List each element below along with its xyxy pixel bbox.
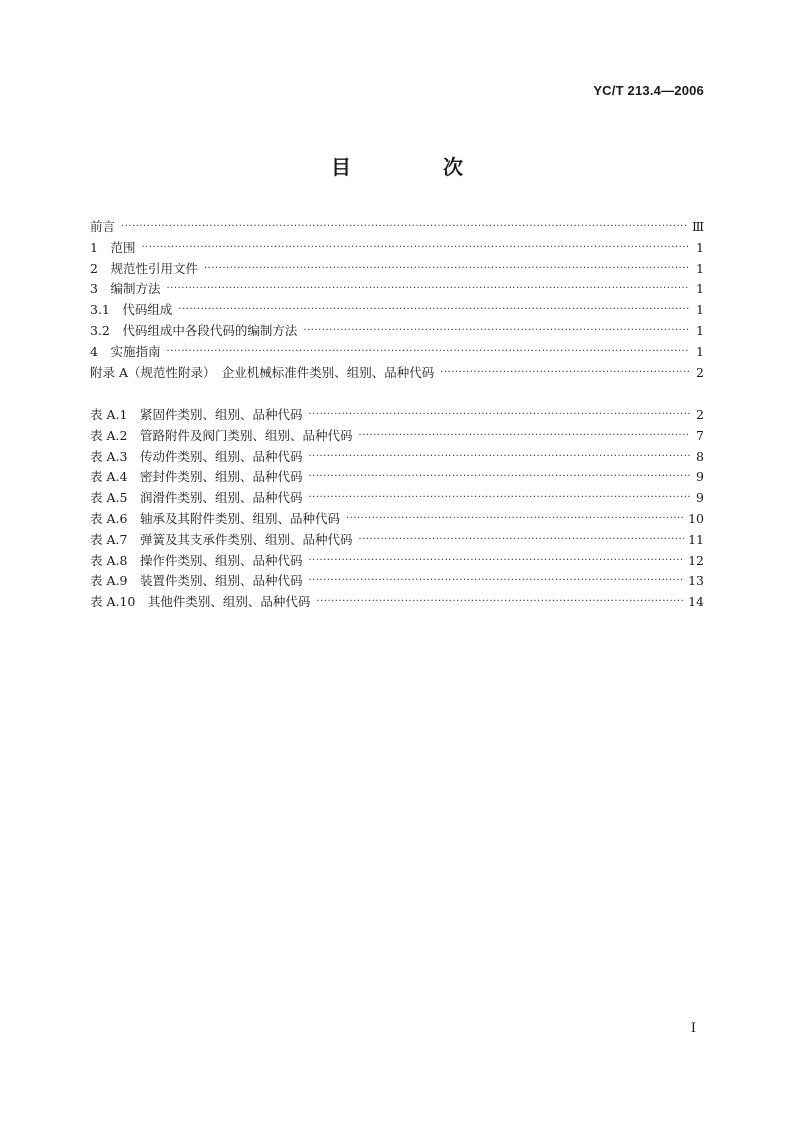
toc-entry-label — [90, 342, 160, 363]
dot-leader — [308, 488, 690, 509]
table-entry-title: 装置件类别、组别、品种代码 — [139, 573, 303, 589]
table-list — [90, 405, 704, 613]
table-entry-number: 表 A.8 — [90, 552, 128, 568]
table-entry-title: 轴承及其附件类别、组别、品种代码 — [139, 510, 340, 526]
dot-leader — [204, 259, 690, 280]
toc-entry-title: 编制方法 — [110, 281, 161, 297]
toc-entry-label — [90, 321, 297, 342]
toc-entry[interactable] — [90, 238, 704, 259]
toc-entry-number: 3.1 — [90, 302, 110, 318]
toc-entry-number: 1 — [90, 239, 98, 255]
table-entry-label — [90, 592, 310, 613]
table-entry[interactable] — [90, 488, 704, 509]
dot-leader — [308, 571, 684, 592]
table-entry-label — [90, 509, 340, 530]
dot-leader — [308, 447, 690, 468]
table-entry-number: 表 A.10 — [90, 594, 136, 610]
dot-leader — [316, 592, 684, 613]
toc-entry-label — [90, 279, 160, 300]
toc-entry-label — [90, 217, 115, 238]
table-entry-page: 12 — [688, 552, 704, 568]
dot-leader — [308, 467, 690, 488]
table-entry-number: 表 A.4 — [90, 469, 128, 485]
toc-entry-title: 前言 — [90, 219, 116, 234]
toc-entry[interactable] — [90, 259, 704, 280]
toc-entry-page: 1 — [696, 281, 704, 297]
table-entry-label — [90, 551, 302, 572]
table-entry-title: 紧固件类别、组别、品种代码 — [139, 407, 303, 422]
toc-entry-page: Ⅲ — [691, 219, 704, 234]
toc-entry[interactable] — [90, 342, 704, 363]
table-entry-number: 表 A.1 — [90, 407, 128, 422]
toc-entry[interactable] — [90, 279, 704, 300]
table-entry-page: 13 — [688, 573, 704, 589]
toc-entry-label — [90, 300, 172, 321]
toc-entry-page: 2 — [696, 364, 704, 380]
table-entry-number: 表 A.2 — [90, 427, 128, 443]
page-title: 目 次 — [331, 155, 499, 179]
dot-leader — [358, 426, 690, 447]
dot-leader — [141, 238, 690, 259]
toc-entry-number: 4 — [90, 343, 98, 359]
page-number: Ⅰ — [690, 1021, 696, 1036]
dot-leader — [440, 363, 690, 384]
dot-leader — [121, 217, 688, 238]
table-entry-number: 表 A.3 — [90, 448, 128, 464]
table-entry-label — [90, 447, 302, 468]
dot-leader — [308, 405, 690, 426]
table-entry-title: 传动件类别、组别、品种代码 — [139, 448, 303, 464]
table-entry[interactable] — [90, 530, 704, 551]
table-entry[interactable] — [90, 426, 704, 447]
toc-list — [90, 217, 704, 383]
table-entry-page: 2 — [696, 407, 704, 422]
dot-leader — [166, 342, 690, 363]
table-entry-number: 表 A.7 — [90, 531, 128, 547]
table-entry-number: 表 A.6 — [90, 510, 128, 526]
table-entry-page: 10 — [688, 510, 704, 526]
table-entry-number: 表 A.9 — [90, 573, 128, 589]
table-entry-label — [90, 405, 302, 426]
dot-leader — [346, 509, 684, 530]
dot-leader — [178, 300, 690, 321]
toc-entry-number: 3.2 — [90, 322, 110, 338]
toc-entry-page: 1 — [696, 239, 704, 255]
toc-entry-page: 1 — [696, 260, 704, 276]
dot-leader — [166, 279, 690, 300]
table-entry[interactable] — [90, 509, 704, 530]
toc-entry-page: 1 — [696, 343, 704, 359]
toc-entry[interactable] — [90, 217, 704, 238]
toc-entry[interactable] — [90, 321, 704, 342]
table-entry-title: 管路附件及阀门类别、组别、品种代码 — [139, 427, 353, 443]
table-entry[interactable] — [90, 467, 704, 488]
table-entry-label — [90, 467, 302, 488]
toc-entry-page: 1 — [696, 302, 704, 318]
toc-entry-page: 1 — [696, 322, 704, 338]
toc-entry[interactable] — [90, 300, 704, 321]
table-entry-title: 其他件类别、组别、品种代码 — [147, 594, 311, 610]
table-entry-title: 密封件类别、组别、品种代码 — [139, 469, 303, 485]
toc-entry-title: 代码组成中各段代码的编制方法 — [122, 322, 298, 338]
table-entry[interactable] — [90, 447, 704, 468]
table-entry-label — [90, 571, 302, 592]
table-entry-label — [90, 530, 352, 551]
toc-entry-number: 2 — [90, 260, 98, 276]
toc-entry-title: 实施指南 — [110, 343, 161, 359]
toc-entry-number: 3 — [90, 281, 98, 297]
table-entry-page: 8 — [696, 448, 704, 464]
table-entry-page: 11 — [688, 531, 704, 547]
table-entry[interactable] — [90, 571, 704, 592]
toc-entry-title: 代码组成 — [122, 302, 173, 318]
dot-leader — [358, 530, 684, 551]
table-entry[interactable] — [90, 592, 704, 613]
toc-entry-label — [90, 238, 135, 259]
dot-leader — [308, 551, 684, 572]
toc-entry-title: （规范性附录） 企业机械标准件类别、组别、品种代码 — [128, 364, 435, 380]
standard-code: YC/T 213.4—2006 — [593, 83, 704, 98]
table-entry[interactable] — [90, 551, 704, 572]
toc-entry-title: 规范性引用文件 — [110, 260, 198, 276]
table-entry-page: 7 — [696, 427, 704, 443]
toc-entry-number: 附录 A — [90, 364, 129, 380]
table-entry-title: 润滑件类别、组别、品种代码 — [139, 490, 303, 506]
dot-leader — [303, 321, 690, 342]
table-entry-label — [90, 426, 352, 447]
table-entry-title: 弹簧及其支承件类别、组别、品种代码 — [139, 531, 353, 547]
toc-entry-label — [90, 363, 434, 384]
table-entry-label — [90, 488, 302, 509]
table-entry[interactable] — [90, 405, 704, 426]
table-entry-page: 9 — [696, 490, 704, 506]
toc-entry-title: 范围 — [110, 239, 136, 255]
toc-entry-label — [90, 259, 198, 280]
table-entry-page: 14 — [688, 594, 704, 610]
toc-entry[interactable] — [90, 363, 704, 384]
table-entry-title: 操作件类别、组别、品种代码 — [139, 552, 303, 568]
table-entry-page: 9 — [696, 469, 704, 485]
table-entry-number: 表 A.5 — [90, 490, 128, 506]
